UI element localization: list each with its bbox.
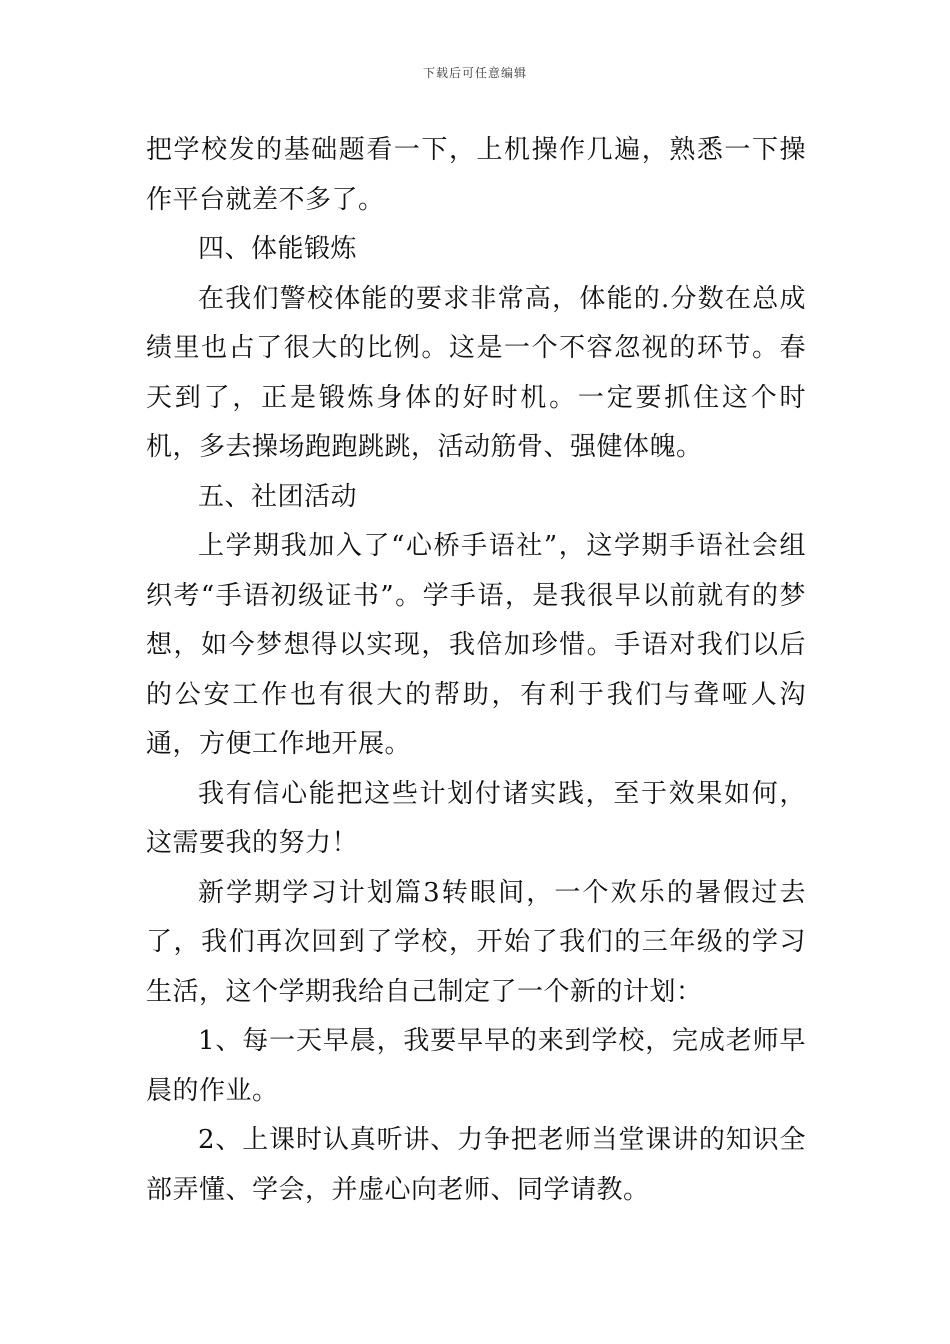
document-body: [146, 126, 806, 1215]
list-item-2: 2、上课时认真听讲、力争把老师当堂课讲的知识全部弄懂、学会，并虚心向老师、同学请教。: [146, 1125, 806, 1205]
paragraph-physical-training: 在我们警校体能的要求非常高，体能的.分数在总成绩里也占了很大的比例。这是一个不容忽视的环节。春天到了，正是锻炼身体的好时机。一定要抓住这个时机，多去操场跑跑跳跳，活动筋骨、强健体魄。: [146, 283, 806, 462]
page-header: 下载后可任意编辑: [422, 66, 527, 80]
paragraph-confidence: 我有信心能把这些计划付诸实践，至于效果如何，这需要我的努力！: [146, 778, 806, 858]
list-item-1: 1、每一天早晨，我要早早的来到学校，完成老师早晨的作业。: [146, 1026, 806, 1106]
section-heading-club-activities: 五、社团活动: [198, 481, 358, 512]
paragraph-1: 把学校发的基础题看一下，上机操作几遍，熟悉一下操作平台就差不多了。: [146, 135, 806, 215]
section-heading-physical-training: 四、体能锻炼: [198, 234, 358, 264]
paragraph-club-activities: 上学期我加入了“心桥手语社”，这学期手语社会组织考“手语初级证书”。学手语，是我很早以前就有的梦想，如今梦想得以实现，我倍加珍惜。手语对我们以后的公安工作也有很大的帮助，有利于我们与聋哑人沟通，方便工作地开展。: [146, 531, 806, 759]
paragraph-new-semester-plan: 新学期学习计划篇3转眼间，一个欢乐的暑假过去了，我们再次回到了学校，开始了我们的三年级的学习生活，这个学期我给自己制定了一个新的计划：: [146, 877, 806, 1007]
